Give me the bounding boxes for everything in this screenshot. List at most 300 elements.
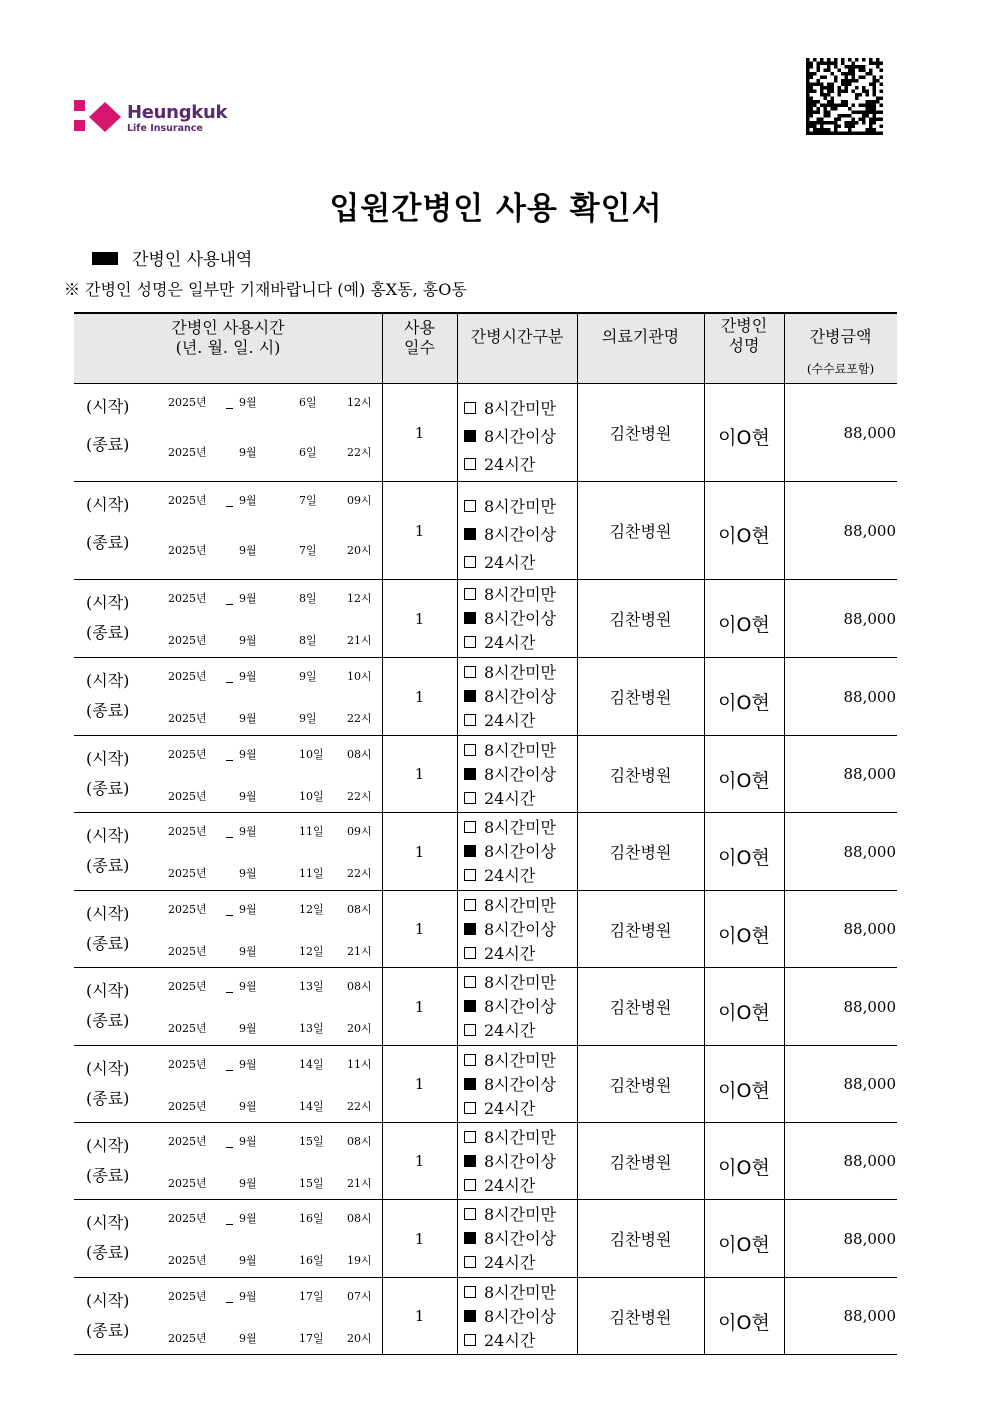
days-cell: 1 bbox=[414, 423, 425, 442]
barcode-module bbox=[859, 69, 863, 73]
barcode-module bbox=[873, 86, 877, 90]
care-type-option[interactable] bbox=[464, 1149, 556, 1172]
barcode-module bbox=[810, 104, 814, 108]
care-type-option-label: 8시간미만 bbox=[484, 585, 557, 604]
checked-box-icon[interactable] bbox=[464, 690, 476, 702]
start-y: 2025년 bbox=[168, 980, 207, 993]
end-h: 19시 bbox=[347, 1254, 372, 1267]
barcode-module bbox=[869, 128, 873, 132]
barcode-module bbox=[848, 107, 852, 111]
header-type: 간병시간구분 bbox=[470, 327, 564, 346]
barcode-module bbox=[845, 72, 849, 76]
barcode-module bbox=[834, 62, 838, 66]
start-m: 9월 bbox=[239, 903, 257, 916]
start-y: 2025년 bbox=[168, 1212, 207, 1225]
barcode-module bbox=[824, 128, 828, 132]
care-type-option-label: 8시간이상 bbox=[484, 842, 557, 861]
end-d: 14일 bbox=[299, 1100, 324, 1113]
barcode-module bbox=[831, 107, 835, 111]
barcode-module bbox=[810, 72, 814, 76]
end-h: 20시 bbox=[347, 1332, 372, 1345]
care-type-option-label: 8시간미만 bbox=[484, 399, 557, 418]
unchecked-box-icon[interactable] bbox=[464, 821, 476, 833]
care-type-option[interactable] bbox=[464, 839, 556, 862]
care-type-option-label: 24시간 bbox=[484, 1176, 536, 1195]
barcode-module bbox=[838, 86, 842, 90]
barcode-module bbox=[880, 132, 884, 136]
care-type-option-label: 8시간미만 bbox=[484, 1051, 557, 1070]
days-cell: 1 bbox=[414, 687, 425, 706]
barcode-module bbox=[862, 121, 866, 125]
care-type-option-label: 24시간 bbox=[484, 944, 536, 963]
barcode-module bbox=[855, 58, 859, 62]
table-header bbox=[74, 312, 897, 384]
barcode-module bbox=[806, 93, 810, 97]
start-h: 07시 bbox=[347, 1290, 372, 1303]
care-type-option[interactable] bbox=[464, 970, 556, 993]
underline-mark bbox=[226, 992, 233, 993]
barcode-module bbox=[810, 97, 814, 101]
barcode-module bbox=[831, 72, 835, 76]
care-type-option[interactable] bbox=[464, 1096, 535, 1119]
barcode-module bbox=[824, 104, 828, 108]
barcode-module bbox=[817, 128, 821, 132]
end-m: 9월 bbox=[239, 1332, 257, 1345]
barcode-module bbox=[876, 97, 880, 101]
unchecked-box-icon[interactable] bbox=[464, 556, 476, 568]
unchecked-box-icon[interactable] bbox=[464, 1054, 476, 1066]
barcode-module bbox=[834, 128, 838, 132]
barcode-module bbox=[848, 65, 852, 69]
barcode-module bbox=[859, 93, 863, 97]
barcode-module bbox=[810, 107, 814, 111]
barcode-module bbox=[859, 118, 863, 122]
start-h: 09시 bbox=[347, 825, 372, 838]
barcode-module bbox=[862, 90, 866, 94]
usage-period-cell bbox=[74, 891, 382, 967]
barcode-module bbox=[862, 132, 866, 136]
amount-cell: 88,000 bbox=[843, 765, 896, 783]
end-d: 15일 bbox=[299, 1177, 324, 1190]
barcode-module bbox=[869, 62, 873, 66]
caregiver-name-cell: 이O현 bbox=[718, 1234, 770, 1256]
barcode-module bbox=[848, 72, 852, 76]
barcode-module bbox=[820, 104, 824, 108]
barcode-module bbox=[806, 118, 810, 122]
instruction-note: ※ 간병인 성명은 일부만 기재바랍니다 (예) 홍X동, 홍O동 bbox=[64, 280, 467, 299]
barcode-module bbox=[862, 111, 866, 115]
barcode-module bbox=[859, 76, 863, 80]
end-label: (종료) bbox=[86, 934, 130, 953]
amount-cell: 88,000 bbox=[843, 1229, 896, 1248]
barcode-module bbox=[869, 125, 873, 129]
care-type-option-label: 8시간미만 bbox=[484, 1283, 557, 1302]
barcode-module bbox=[845, 114, 849, 118]
barcode-module bbox=[873, 128, 877, 132]
barcode-module bbox=[806, 100, 810, 104]
underline-mark bbox=[226, 1147, 233, 1148]
end-label: (종료) bbox=[86, 1089, 130, 1108]
header-period-line2: (년. 월. 일. 시) bbox=[175, 338, 281, 357]
unchecked-box-icon[interactable] bbox=[464, 1131, 476, 1143]
barcode-module bbox=[873, 93, 877, 97]
care-type-option[interactable] bbox=[464, 1125, 556, 1148]
unchecked-box-icon[interactable] bbox=[464, 458, 476, 470]
barcode-module bbox=[852, 104, 856, 108]
caregiver-name-cell: 이O현 bbox=[718, 692, 770, 714]
barcode-module bbox=[813, 128, 817, 132]
unchecked-box-icon[interactable] bbox=[464, 947, 476, 959]
caregiver-name-cell: 이O현 bbox=[718, 1156, 770, 1179]
barcode-module bbox=[862, 104, 866, 108]
end-label: (종료) bbox=[86, 856, 130, 875]
checked-box-icon[interactable] bbox=[464, 768, 476, 780]
barcode-module bbox=[838, 90, 842, 94]
barcode-module bbox=[862, 118, 866, 122]
care-type-option[interactable] bbox=[464, 815, 556, 838]
unchecked-box-icon[interactable] bbox=[464, 636, 476, 648]
barcode-module bbox=[852, 125, 856, 129]
barcode-module bbox=[880, 62, 884, 66]
barcode-module bbox=[848, 79, 852, 83]
usage-period-cell bbox=[74, 736, 382, 812]
barcode-module bbox=[824, 111, 828, 115]
care-type-option[interactable] bbox=[464, 786, 535, 809]
end-d: 9일 bbox=[299, 712, 317, 725]
unchecked-box-icon[interactable] bbox=[464, 1179, 476, 1191]
barcode-module bbox=[848, 69, 852, 73]
hospital-cell: 김찬병원 bbox=[609, 1307, 672, 1327]
barcode-module bbox=[841, 79, 845, 83]
barcode-module bbox=[873, 111, 877, 115]
care-type-option[interactable] bbox=[464, 550, 535, 573]
barcode-module bbox=[806, 83, 810, 87]
unchecked-box-icon[interactable] bbox=[464, 1286, 476, 1298]
start-y: 2025년 bbox=[168, 592, 207, 605]
unchecked-box-icon[interactable] bbox=[464, 869, 476, 881]
barcode-module bbox=[806, 114, 810, 118]
barcode-module bbox=[827, 104, 831, 108]
barcode-module bbox=[834, 125, 838, 129]
days-cell: 1 bbox=[414, 521, 425, 540]
caregiver-name-cell: 이O현 bbox=[718, 525, 770, 547]
barcode-module bbox=[806, 107, 810, 111]
end-m: 9월 bbox=[239, 446, 257, 459]
barcode-module bbox=[873, 104, 877, 108]
end-d: 8일 bbox=[299, 634, 317, 647]
barcode-module bbox=[866, 93, 870, 97]
care-type-option-label: 8시간이상 bbox=[484, 1152, 557, 1171]
barcode-module bbox=[862, 65, 866, 69]
care-type-option[interactable] bbox=[464, 863, 535, 886]
checked-box-icon[interactable] bbox=[464, 612, 476, 624]
end-label: (종료) bbox=[86, 1243, 130, 1262]
start-m: 9월 bbox=[239, 980, 257, 993]
unchecked-box-icon[interactable] bbox=[464, 1102, 476, 1114]
barcode-module bbox=[873, 100, 877, 104]
barcode-module bbox=[827, 83, 831, 87]
end-m: 9월 bbox=[239, 1254, 257, 1267]
care-type-option[interactable] bbox=[464, 1250, 535, 1273]
care-type-option[interactable] bbox=[464, 424, 556, 447]
barcode-module bbox=[824, 69, 828, 73]
care-type-option[interactable] bbox=[464, 1304, 556, 1327]
checked-box-icon[interactable] bbox=[464, 845, 476, 857]
start-h: 08시 bbox=[347, 1212, 372, 1225]
barcode-module bbox=[841, 62, 845, 66]
care-type-option[interactable] bbox=[464, 1048, 556, 1071]
barcode-module bbox=[806, 58, 810, 62]
barcode-module bbox=[824, 62, 828, 66]
barcode-module bbox=[869, 72, 873, 76]
checked-box-icon[interactable] bbox=[464, 1232, 476, 1244]
barcode-module bbox=[834, 104, 838, 108]
barcode-module bbox=[866, 111, 870, 115]
underline-mark bbox=[226, 604, 233, 605]
unchecked-box-icon[interactable] bbox=[464, 899, 476, 911]
barcode-module bbox=[813, 72, 817, 76]
barcode-module bbox=[827, 62, 831, 66]
barcode-module bbox=[810, 86, 814, 90]
unchecked-box-icon[interactable] bbox=[464, 402, 476, 414]
barcode-module bbox=[813, 111, 817, 115]
section-heading bbox=[92, 245, 252, 270]
end-m: 9월 bbox=[239, 712, 257, 725]
start-d: 16일 bbox=[299, 1212, 324, 1225]
barcode-module bbox=[876, 79, 880, 83]
barcode-module bbox=[806, 111, 810, 115]
days-cell: 1 bbox=[414, 765, 425, 783]
care-type-option-label: 24시간 bbox=[484, 866, 536, 885]
care-type-option[interactable] bbox=[464, 941, 535, 964]
start-y: 2025년 bbox=[168, 1135, 207, 1148]
care-type-option-label: 24시간 bbox=[484, 553, 536, 572]
barcode-module bbox=[845, 125, 849, 129]
logo-brand: Heungkuk bbox=[127, 102, 228, 123]
barcode-module bbox=[852, 118, 856, 122]
barcode-module bbox=[824, 93, 828, 97]
barcode-module bbox=[806, 76, 810, 80]
start-h: 08시 bbox=[347, 980, 372, 993]
barcode-module bbox=[817, 107, 821, 111]
care-type-option[interactable] bbox=[464, 396, 556, 419]
end-h: 22시 bbox=[347, 1100, 372, 1113]
end-h: 20시 bbox=[347, 544, 372, 557]
barcode-module bbox=[810, 132, 814, 136]
header-name-line1: 간병인 bbox=[720, 316, 768, 335]
hospital-cell: 김찬병원 bbox=[609, 1075, 672, 1095]
care-type-option[interactable] bbox=[464, 630, 535, 653]
table-row bbox=[74, 1200, 897, 1278]
table-row bbox=[74, 580, 897, 658]
barcode-module bbox=[852, 121, 856, 125]
barcode-module bbox=[852, 72, 856, 76]
barcode-module bbox=[859, 65, 863, 69]
barcode-module bbox=[880, 111, 884, 115]
barcode-module bbox=[841, 58, 845, 62]
unchecked-box-icon[interactable] bbox=[464, 666, 476, 678]
barcode-module bbox=[841, 90, 845, 94]
unchecked-box-icon[interactable] bbox=[464, 588, 476, 600]
start-y: 2025년 bbox=[168, 396, 207, 409]
care-type-option[interactable] bbox=[464, 494, 556, 517]
barcode-module bbox=[838, 104, 842, 108]
amount-cell: 88,000 bbox=[843, 997, 896, 1016]
care-type-option[interactable] bbox=[464, 1328, 535, 1351]
table-row bbox=[74, 813, 897, 891]
logo-subtitle: Life Insurance bbox=[127, 123, 203, 134]
start-h: 10시 bbox=[347, 670, 372, 683]
barcode-module bbox=[834, 76, 838, 80]
amount-cell: 88,000 bbox=[843, 423, 896, 442]
unchecked-box-icon[interactable] bbox=[464, 792, 476, 804]
start-label: (시작) bbox=[86, 981, 130, 1000]
checked-box-icon[interactable] bbox=[464, 1000, 476, 1012]
barcode-module bbox=[817, 62, 821, 66]
barcode-module bbox=[831, 97, 835, 101]
care-type-option[interactable] bbox=[464, 522, 556, 545]
care-type-option[interactable] bbox=[464, 994, 556, 1017]
care-type-option-label: 24시간 bbox=[484, 1099, 536, 1118]
amount-cell: 88,000 bbox=[843, 1152, 896, 1170]
barcode-module bbox=[873, 83, 877, 87]
underline-mark bbox=[226, 1070, 233, 1071]
barcode-module bbox=[810, 90, 814, 94]
care-type-option-label: 8시간미만 bbox=[484, 497, 557, 516]
care-type-option-label: 8시간이상 bbox=[484, 1307, 557, 1326]
days-cell: 1 bbox=[414, 1075, 425, 1093]
checked-box-icon[interactable] bbox=[464, 1078, 476, 1090]
unchecked-box-icon[interactable] bbox=[464, 500, 476, 512]
care-type-option[interactable] bbox=[464, 684, 556, 707]
barcode-module bbox=[869, 121, 873, 125]
care-type-option[interactable] bbox=[464, 606, 556, 629]
start-d: 11일 bbox=[299, 825, 324, 838]
unchecked-box-icon[interactable] bbox=[464, 1334, 476, 1346]
care-type-option[interactable] bbox=[464, 917, 556, 940]
barcode-module bbox=[810, 114, 814, 118]
start-d: 17일 bbox=[299, 1290, 324, 1303]
care-type-option[interactable] bbox=[464, 738, 556, 761]
care-type-option[interactable] bbox=[464, 660, 556, 683]
barcode-module bbox=[855, 111, 859, 115]
barcode-module bbox=[820, 118, 824, 122]
care-type-option-label: 24시간 bbox=[484, 1021, 536, 1040]
table-row bbox=[74, 384, 897, 482]
barcode-module bbox=[820, 121, 824, 125]
usage-period-cell bbox=[74, 1278, 382, 1354]
end-y: 2025년 bbox=[168, 446, 207, 459]
unchecked-box-icon[interactable] bbox=[464, 1256, 476, 1268]
end-h: 20시 bbox=[347, 1022, 372, 1035]
barcode-module bbox=[852, 111, 856, 115]
hospital-cell: 김찬병원 bbox=[609, 1152, 672, 1172]
checked-box-icon[interactable] bbox=[464, 1310, 476, 1322]
days-cell: 1 bbox=[414, 997, 425, 1016]
header-name bbox=[704, 314, 784, 384]
amount-cell: 88,000 bbox=[843, 1307, 896, 1325]
checked-box-icon[interactable] bbox=[464, 1155, 476, 1167]
end-y: 2025년 bbox=[168, 712, 207, 725]
unchecked-box-icon[interactable] bbox=[464, 1024, 476, 1036]
care-type-option[interactable] bbox=[464, 708, 535, 731]
care-type-option[interactable] bbox=[464, 1072, 556, 1095]
unchecked-box-icon[interactable] bbox=[464, 976, 476, 988]
end-h: 22시 bbox=[347, 712, 372, 725]
unchecked-box-icon[interactable] bbox=[464, 744, 476, 756]
barcode-module bbox=[820, 93, 824, 97]
barcode-icon bbox=[806, 58, 883, 135]
unchecked-box-icon[interactable] bbox=[464, 1208, 476, 1220]
start-y: 2025년 bbox=[168, 903, 207, 916]
barcode-module bbox=[817, 118, 821, 122]
barcode-module bbox=[820, 90, 824, 94]
barcode-module bbox=[810, 121, 814, 125]
barcode-module bbox=[838, 132, 842, 136]
checked-box-icon[interactable] bbox=[464, 528, 476, 540]
care-type-option-label: 24시간 bbox=[484, 1253, 536, 1272]
care-type-option[interactable] bbox=[464, 1173, 535, 1196]
table-row bbox=[74, 968, 897, 1046]
hospital-cell: 김찬병원 bbox=[609, 843, 672, 862]
start-m: 9월 bbox=[239, 1212, 257, 1225]
barcode-module bbox=[845, 90, 849, 94]
care-type-option[interactable] bbox=[464, 762, 556, 785]
checked-box-icon[interactable] bbox=[464, 430, 476, 442]
care-type-option[interactable] bbox=[464, 452, 535, 475]
barcode-module bbox=[869, 111, 873, 115]
barcode-module bbox=[831, 121, 835, 125]
usage-period-cell bbox=[74, 658, 382, 735]
caregiver-name-cell: 이O현 bbox=[718, 1002, 770, 1024]
care-type-option[interactable] bbox=[464, 893, 556, 916]
barcode-module bbox=[848, 58, 852, 62]
barcode-module bbox=[841, 132, 845, 136]
care-type-option[interactable] bbox=[464, 1202, 556, 1225]
barcode-module bbox=[855, 86, 859, 90]
barcode-module bbox=[866, 128, 870, 132]
header-amount-note: (수수료포함) bbox=[806, 362, 875, 376]
unchecked-box-icon[interactable] bbox=[464, 714, 476, 726]
care-type-option-label: 8시간이상 bbox=[484, 427, 557, 446]
days-cell: 1 bbox=[414, 1229, 425, 1248]
barcode-module bbox=[831, 104, 835, 108]
care-type-option[interactable] bbox=[464, 1280, 556, 1303]
checked-box-icon[interactable] bbox=[464, 923, 476, 935]
barcode-module bbox=[852, 69, 856, 73]
start-y: 2025년 bbox=[168, 748, 207, 761]
amount-cell: 88,000 bbox=[843, 521, 896, 540]
column-divider bbox=[784, 312, 785, 1355]
barcode-module bbox=[834, 132, 838, 136]
end-y: 2025년 bbox=[168, 1100, 207, 1113]
care-type-option[interactable] bbox=[464, 1018, 535, 1041]
barcode-module bbox=[820, 58, 824, 62]
column-divider bbox=[457, 312, 458, 1355]
barcode-module bbox=[817, 100, 821, 104]
end-d: 16일 bbox=[299, 1254, 324, 1267]
start-h: 08시 bbox=[347, 748, 372, 761]
care-type-option[interactable] bbox=[464, 582, 556, 605]
start-label: (시작) bbox=[86, 1291, 130, 1310]
caregiver-name-cell: 이O현 bbox=[718, 847, 770, 869]
start-y: 2025년 bbox=[168, 670, 207, 683]
barcode-module bbox=[820, 128, 824, 132]
start-m: 9월 bbox=[239, 1058, 257, 1071]
barcode-module bbox=[845, 121, 849, 125]
care-type-option[interactable] bbox=[464, 1226, 556, 1249]
barcode-module bbox=[855, 93, 859, 97]
